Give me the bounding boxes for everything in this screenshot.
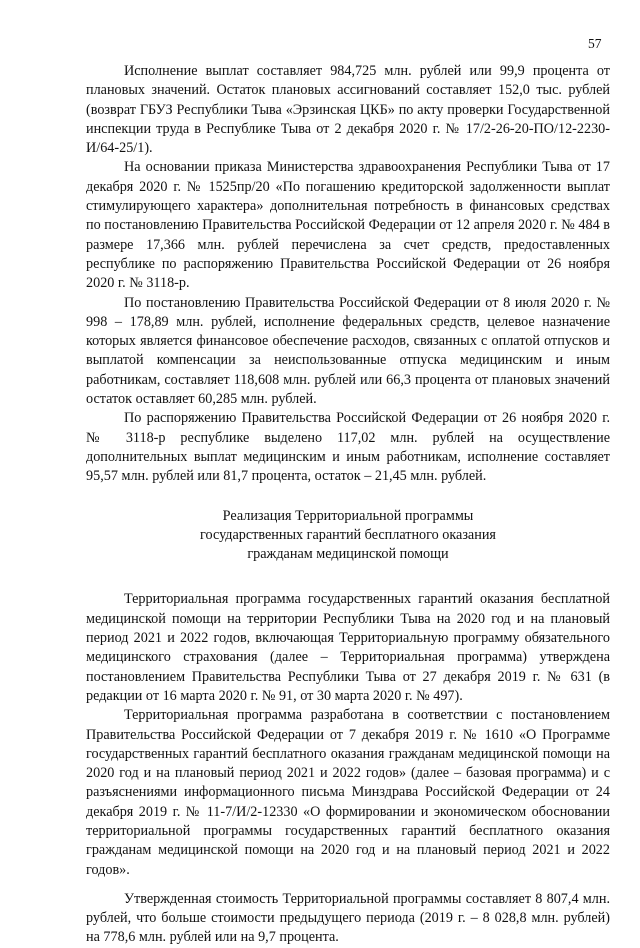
paragraph-ministry-order: На основании приказа Министерства здравоохранения Республики Тыва от 17 декабря 2020 г. № 1525пр/20 «По погашению кредиторской задолженности выплат стимулирующего характера» дополнительная потребность в финансовых средствах по постановлению Правительства Российской Федерации от 12 апреля 2020 г. № 484 в размере 17,366 млн. рублей перечислена за счет средств, предоставленных республике по распоряжению Правительства Российской Федерации от 26 ноября 2020 г. № 3118-р.	[86, 159, 610, 292]
paragraph-program-basis: Территориальная программа разработана в соответствии с постановлением Правительства Российской Федерации от 7 декабря 2019 г. № 1610 «О Программе государственных гарантий бесплатного оказания гражданам медицинской помощи на 2020 год и на плановый период 2021 и 2022 годов» (далее – базовая программа) и с разъяснениями информационного письма Минздрава Российской Федерации от 24 декабря 2019 г. № 11-7/И/2-12330 «О формировании и экономическом обосновании территориальной программы государственных гарантий бесплатного оказания гражданам медицинской помощи на 2020 год и на плановый период 2021 и 2022 годов».	[86, 707, 610, 878]
document-body	[86, 62, 610, 948]
paragraph-resolution-998: По постановлению Правительства Российской Федерации от 8 июля 2020 г. № 998 – 178,89 млн. рублей, исполнение федеральных средств, целевое назначение которых является финансовое обеспечение расходов, связанных с оплатой отпусков и выплатой компенсации за неиспользованные отпуска медицинским и иным работникам, составляет 118,608 млн. рублей или 66,3 процента от плановых значений остаток оставляет 60,285 млн. рублей.	[86, 294, 610, 408]
section-heading	[86, 507, 610, 565]
paragraph-order-3118: По распоряжению Правительства Российской Федерации от 26 ноября 2020 г. № 3118-р республике выделено 117,02 млн. рублей на осуществление дополнительных выплат медицинским и иным работникам, исполнение составляет 95,57 млн. рублей или 81,7 процента, остаток – 21,45 млн. рублей.	[86, 410, 610, 485]
section-heading-line: гражданам медицинской помощи	[247, 546, 449, 563]
paragraph-program-cost: Утвержденная стоимость Территориальной программы составляет 8 807,4 млн. рублей, что больше стоимости предыдущего периода (2019 г. – 8 028,8 млн. рублей) на 778,6 млн. рублей или на 9,7 процента.	[86, 890, 610, 946]
paragraph-territorial-program: Территориальная программа государственных гарантий оказания бесплатной медицинской помощи на территории Республики Тыва на 2020 год и на плановый период 2021 и 2022 годов, включающая Территориальную программу обязательного медицинского страхования (далее – Территориальная программа) утверждена постановлением Правительства Республики Тыва от 27 декабря 2019 г. № 631 (в редакции от 16 марта 2020 г. № 91, от 30 марта 2020 г. № 497).	[86, 591, 610, 704]
page-number: 57	[588, 36, 602, 51]
section-heading-line: государственных гарантий бесплатного оказания	[200, 526, 496, 543]
paragraph-execution-payments: Исполнение выплат составляет 984,725 млн. рублей или 99,9 процента от плановых значений. Остаток плановых ассигнований составляет 152,0 тыс. рублей (возврат ГБУЗ Республики Тыва «Эрзинская ЦКБ» по акту проверки Государственной инспекции труда в Республике Тыва от 2 декабря 2020 г. № 17/2-26-20-ПО/12-2230-И/64-25/1).	[86, 63, 610, 157]
section-heading-line: Реализация Территориальной программы	[222, 507, 474, 524]
